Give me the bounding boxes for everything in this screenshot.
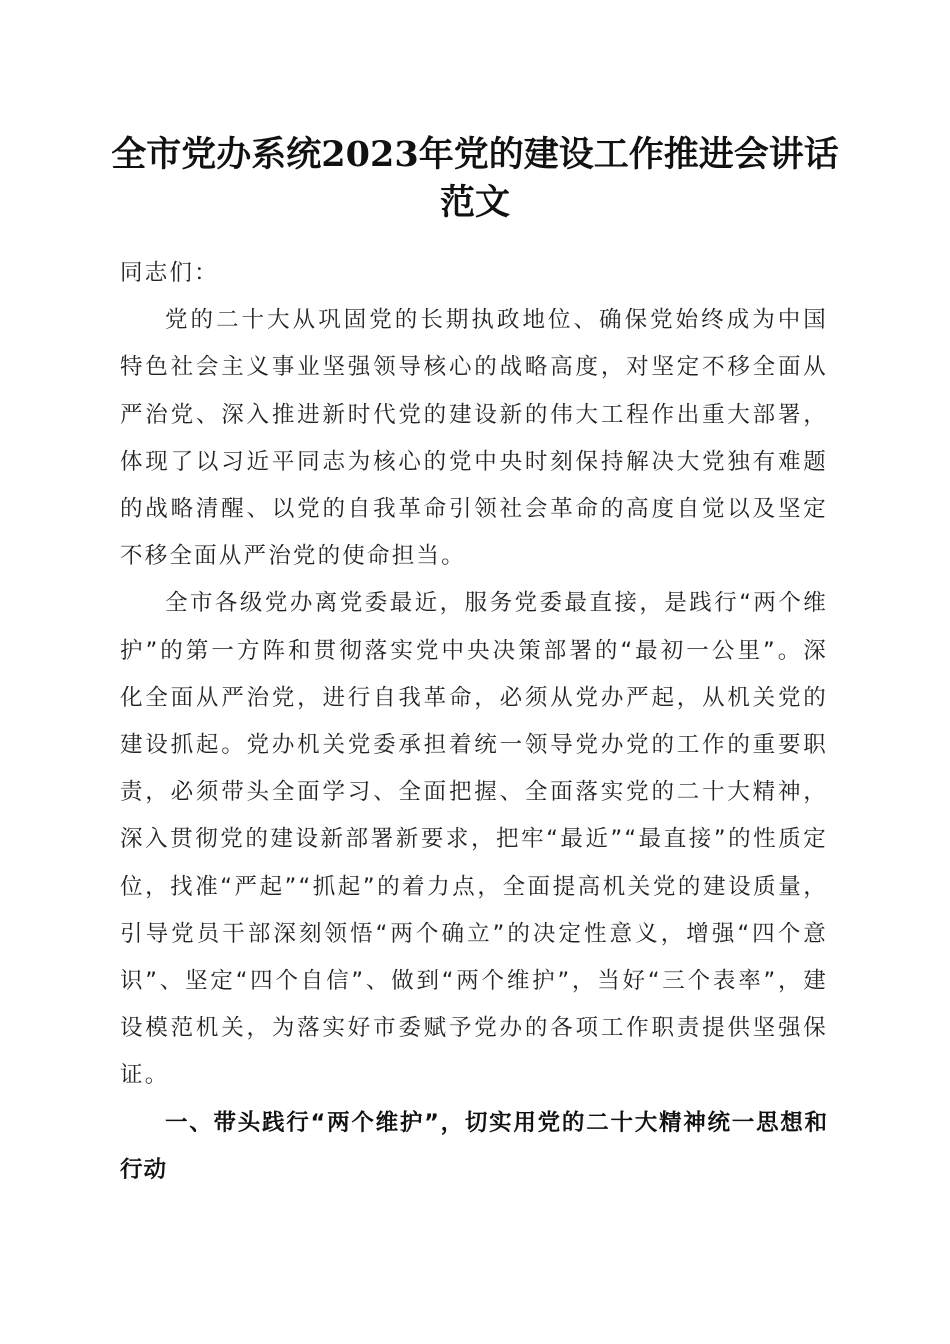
document-body bbox=[120, 250, 828, 1194]
section-heading-1: 一、带头践行“两个维护”，切实用党的二十大精神统一思想和行动 bbox=[120, 1109, 828, 1183]
body-paragraph-2: 全市各级党办离党委最近，服务党委最直接，是践行“两个维护”的第一方阵和贯彻落实党中央决策部署的“最初一公里”。深化全面从严治党，进行自我革命，必须从党办严起，从机关党的建设抓起。党办机关党委承担着统一领导党办党的工作的重要职责，必须带头全面学习、全面把握、全面落实党的二十大精神，深入贯彻党的建设新部署新要求，把牢“最近”“最直接”的性质定位，找准“严起”“抓起”的着力点，全面提高机关党的建设质量，引导党员干部深刻领悟“两个确立”的决定性意义，增强“四个意识”、坚定“四个自信”、做到“两个维护”，当好“三个表率”，建设模范机关，为落实好市委赋予党办的各项工作职责提供坚强保证。 bbox=[120, 590, 828, 1089]
body-paragraph-1: 党的二十大从巩固党的长期执政地位、确保党始终成为中国特色社会主义事业坚强领导核心的战略高度，对坚定不移全面从严治党、深入推进新时代党的建设新的伟大工程作出重大部署，体现了以习近平同志为核心的党中央时刻保持解决大党独有难题的战略清醒、以党的自我革命引领社会革命的高度自觉以及坚定不移全面从严治党的使命担当。 bbox=[120, 307, 828, 570]
document-title: 全市党办系统2023年党的建设工作推进会讲话范文 bbox=[111, 134, 839, 223]
salutation: 同志们： bbox=[120, 260, 219, 286]
